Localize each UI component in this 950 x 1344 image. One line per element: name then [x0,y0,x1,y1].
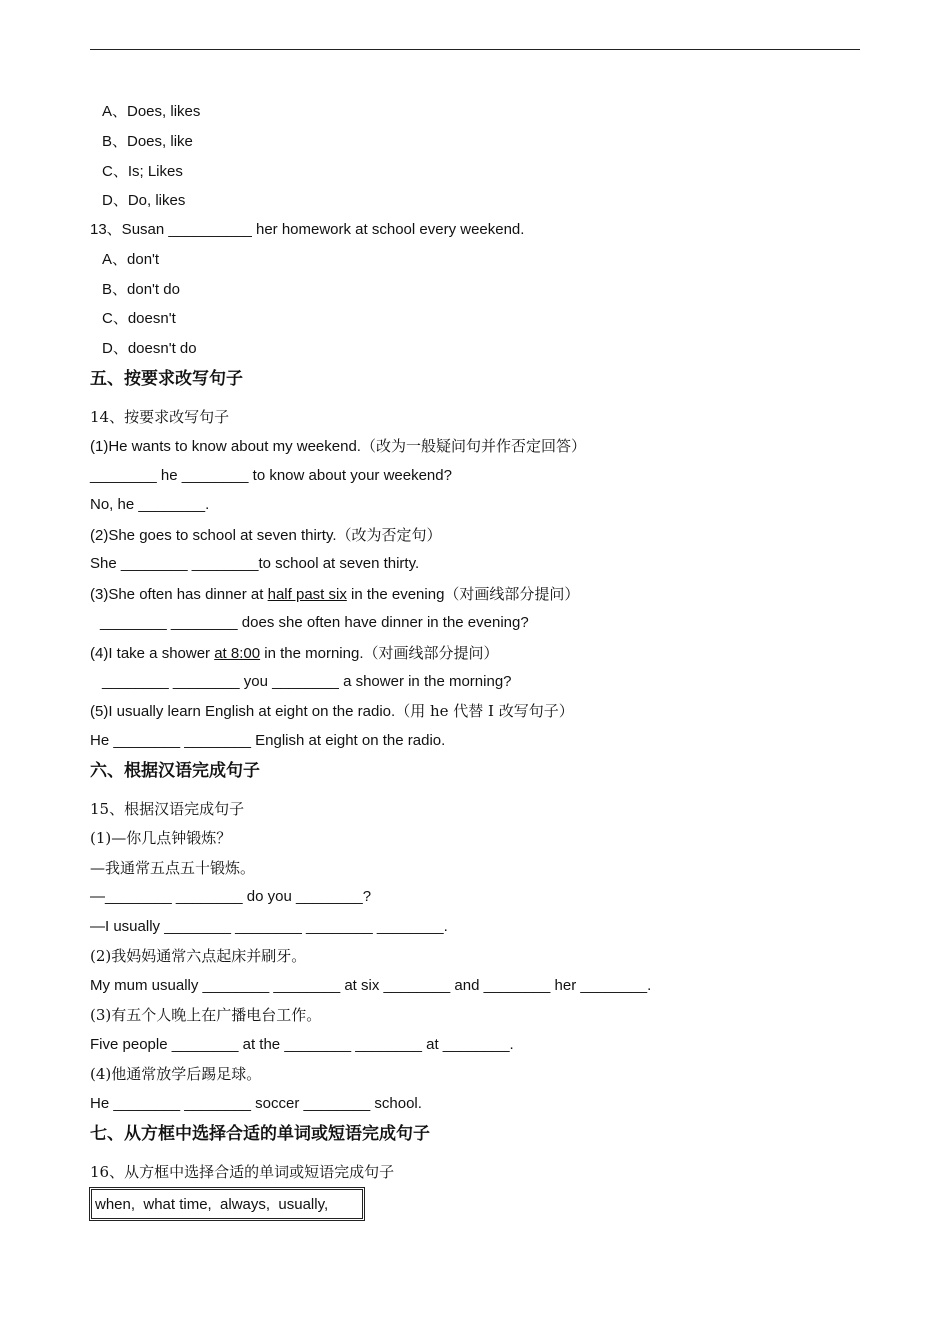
q14-part3-cn: （对画线部分提问） [444,585,580,603]
word-box-text: when, what time, always, usually, [95,1196,329,1213]
q15-line8: Five people ________ at the ________ ________ at ________. [90,1036,514,1053]
q15-line7: (3)有五个人晚上在广播电台工作。 [90,1006,322,1024]
q14-part4-post: in the morning. [260,645,364,662]
q14-part2 [90,525,442,546]
q14-part3-underlined: half past six [267,586,347,603]
q14-part2-en: (2)She goes to school at seven thirty. [90,527,337,544]
q15-line3: —________ ________ do you ________? [90,888,372,905]
q15-line6: My mum usually ________ ________ at six ________ and ________ her ________. [90,977,652,994]
q15-stem: 15、根据汉语完成句子 [90,800,245,818]
q14-part1 [90,436,586,457]
q15-line4: —I usually ________ ________ ________ ________. [90,918,448,935]
q14-part5-cn: （用 he 代替 I 改写句子） [395,702,574,720]
q14-part5-answer: He ________ ________ English at eight on the radio. [90,732,446,749]
q14-part4 [90,643,499,664]
q14-part5-en: (5)I usually learn English at eight on the radio. [90,703,396,720]
q15-line2: —我通常五点五十锻炼。 [90,859,256,877]
q14-part5 [90,701,574,722]
q15-line1: (1)—你几点钟锻炼？ [90,829,232,847]
q14-part1-en: (1)He wants to know about my weekend. [90,438,361,455]
q14-part3-pre: (3)She often has dinner at [90,586,268,603]
q14-part1-answer1: ________ he ________ to know about your weekend? [90,467,452,484]
section6-title: 六、根据汉语完成句子 [90,761,260,781]
q14-part3-answer: ________ ________ does she often have dinner in the evening? [100,614,529,631]
q13-option-a: A、don't [102,251,160,268]
q13-option-b: B、don't do [102,281,180,298]
q16-stem: 16、从方框中选择合适的单词或短语完成句子 [90,1163,395,1181]
q14-part3 [90,584,579,605]
q15-line10: He ________ ________ soccer ________ school. [90,1095,422,1112]
q14-part4-underlined: at 8:00 [214,645,261,662]
q13-option-d: D、doesn't do [102,340,197,357]
q14-part2-answer: She ________ ________to school at seven thirty. [90,555,420,572]
q14-part1-answer2: No, he ________. [90,496,210,513]
header-rule [90,49,860,50]
q12-option-b: B、Does, like [102,133,193,150]
q15-line5: (2)我妈妈通常六点起床并刷牙。 [90,947,307,965]
q13-option-c: C、doesn't [102,310,176,327]
q14-part1-cn: （改为一般疑问句并作否定回答） [360,437,586,455]
q14-part4-pre: (4)I take a shower [90,645,215,662]
q12-option-d: D、Do, likes [102,192,186,209]
q12-option-c: C、Is; Likes [102,163,183,180]
q14-part4-cn: （对画线部分提问） [363,644,499,662]
q14-stem: 14、按要求改写句子 [90,408,230,426]
q15-line9: (4)他通常放学后踢足球。 [90,1065,262,1083]
section5-title: 五、按要求改写句子 [90,369,243,389]
q14-part4-answer: ________ ________ you ________ a shower in the morning? [102,673,512,690]
word-box [89,1187,365,1221]
q14-part2-cn: （改为否定句） [336,526,442,544]
q12-option-a: A、Does, likes [102,103,201,120]
section7-title: 七、从方框中选择合适的单词或短语完成句子 [90,1124,430,1144]
q14-part3-post: in the evening [346,586,445,603]
q13-stem: 13、Susan __________ her homework at school every weekend. [90,221,525,238]
